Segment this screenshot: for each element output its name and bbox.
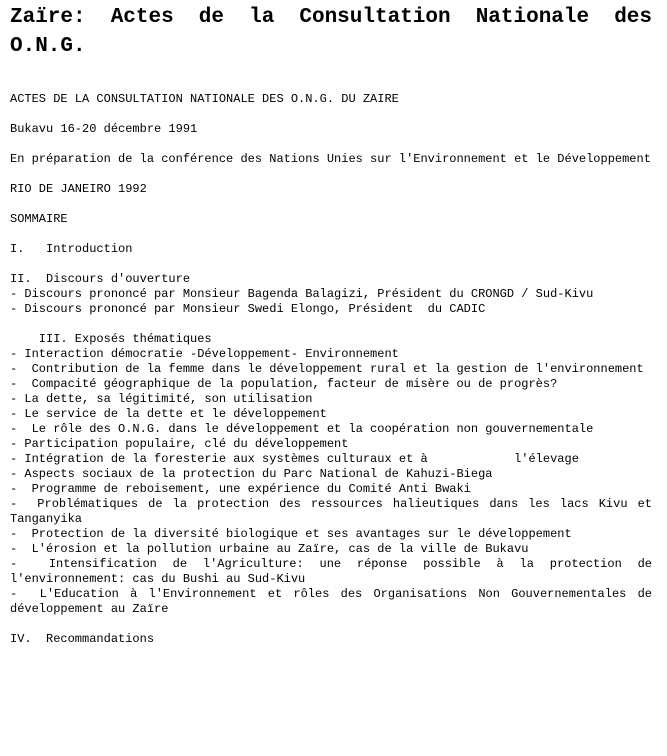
section-discours: II. Discours d'ouverture <box>10 272 191 286</box>
place-date: Bukavu 16-20 décembre 1991 <box>10 122 198 136</box>
list-item: - Intégration de la foresterie aux systèmes culturaux et à l'élevage <box>10 452 579 466</box>
rio-line: RIO DE JANEIRO 1992 <box>10 182 147 196</box>
section-recommandations: IV. Recommandations <box>10 632 155 646</box>
sommaire-heading: SOMMAIRE <box>10 212 68 226</box>
list-item: - L'érosion et la pollution urbaine au Zaïre, cas de la ville de Bukavu <box>10 542 529 556</box>
list-item: - Participation populaire, clé du développement <box>10 437 349 451</box>
document-body <box>10 92 660 647</box>
section-exposes: III. Exposés thématiques <box>10 332 212 346</box>
list-item: - L'Education à l'Environnement et rôles des Organisations Non Gouvernementales de développement au Zaïre <box>10 587 660 616</box>
list-item: - Contribution de la femme dans le développement rural et la gestion de l'environnement <box>10 362 644 376</box>
list-item: - Interaction démocratie -Développement- Environnement <box>10 347 399 361</box>
document-heading: ACTES DE LA CONSULTATION NATIONALE DES O.N.G. DU ZAIRE <box>10 92 399 106</box>
list-item: - Compacité géographique de la population, facteur de misère ou de progrès? <box>10 377 558 391</box>
preparation-note: En préparation de la conférence des Nations Unies sur l'Environnement et le Développement <box>10 152 651 166</box>
list-item: - La dette, sa légitimité, son utilisation <box>10 392 313 406</box>
list-item: - Discours prononcé par Monsieur Bagenda Balagizi, Président du CRONGD / Sud-Kivu <box>10 287 594 301</box>
list-item: - Problématiques de la protection des ressources halieutiques dans les lacs Kivu et Tanganyika <box>10 497 660 526</box>
list-item: - Discours prononcé par Monsieur Swedi Elongo, Président du CADIC <box>10 302 486 316</box>
list-item: - Le service de la dette et le développement <box>10 407 327 421</box>
page-title: Zaïre: Actes de la Consultation Nationale des O.N.G. <box>10 6 652 58</box>
list-item: - Protection de la diversité biologique et ses avantages sur le développement <box>10 527 572 541</box>
list-item: - Intensification de l'Agriculture: une réponse possible à la protection de l'environnement: cas du Bushi au Sud-Kivu <box>10 557 660 586</box>
section-introduction: I. Introduction <box>10 242 133 256</box>
document-page <box>10 0 660 647</box>
discours-list <box>10 287 652 317</box>
list-item: - Aspects sociaux de la protection du Parc National de Kahuzi-Biega <box>10 467 493 481</box>
list-item: - Le rôle des O.N.G. dans le développement et la coopération non gouvernementale <box>10 422 594 436</box>
exposes-list <box>10 347 660 617</box>
list-item: - Programme de reboisement, une expérience du Comité Anti Bwaki <box>10 482 471 496</box>
